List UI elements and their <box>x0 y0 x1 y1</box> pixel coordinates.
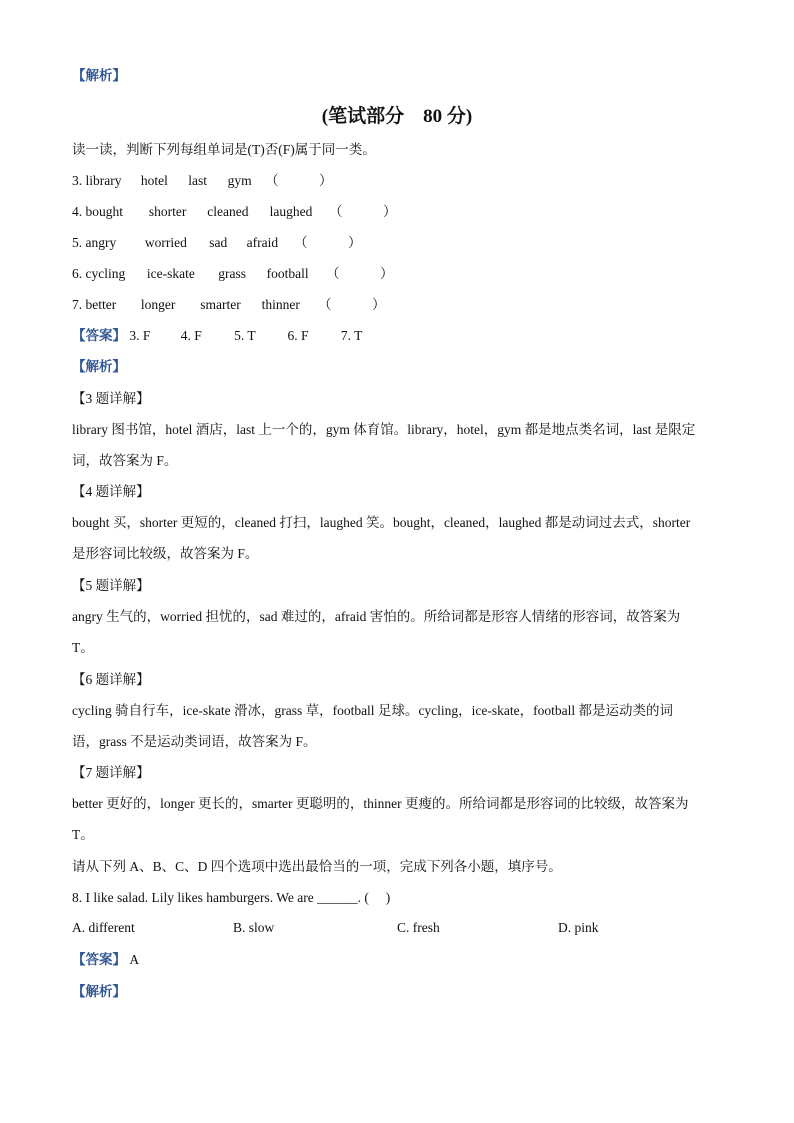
word: angry <box>85 235 117 250</box>
question-number: 3. <box>72 173 83 188</box>
word: worried <box>144 235 187 250</box>
question-8-stem: 8. I like salad. Lily likes hamburgers. We are ______. ( ) <box>72 890 391 905</box>
answer-label: 【答案】 <box>72 952 126 967</box>
word: longer <box>140 297 176 312</box>
question-number: 6. <box>72 266 83 281</box>
word: last <box>188 173 207 188</box>
word: gym <box>227 173 252 188</box>
section-title: (笔试部分 80 分) <box>321 106 473 127</box>
instruction-1: 读一读，判断下列每组单词是(T)否(F)属于同一类。 <box>72 142 376 157</box>
detail-6-heading: 【6 题详解】 <box>72 672 150 687</box>
analysis-label-top: 【解析】 <box>72 68 126 83</box>
question-5 <box>72 234 362 252</box>
detail-3-line-1: library 图书馆，hotel 酒店，last 上一个的，gym 体育馆。library，hotel，gym 都是地点类名词，last 是限定 <box>72 422 696 437</box>
q8-answer: A <box>129 952 140 967</box>
option-c: C. fresh <box>397 920 440 935</box>
answer-paren: （ ） <box>326 266 394 281</box>
word: shorter <box>148 204 187 219</box>
answer-label: 【答案】 <box>72 328 126 343</box>
answer-paren: （ ） <box>294 235 362 250</box>
answer-item: 6. F <box>287 328 309 343</box>
word: afraid <box>246 235 279 250</box>
detail-4-line-1: bought 买，shorter 更短的，cleaned 打扫，laughed 笑。bought，cleaned，laughed 都是动词过去式，shorter <box>72 515 691 530</box>
word: sad <box>209 235 228 250</box>
word: laughed <box>269 204 313 219</box>
word: thinner <box>261 297 300 312</box>
question-6 <box>72 265 394 283</box>
answer-item: 5. T <box>234 328 256 343</box>
detail-7-line-2: T。 <box>72 827 94 842</box>
detail-5-line-2: T。 <box>72 640 94 655</box>
option-d: D. pink <box>558 920 599 935</box>
word: hotel <box>140 173 168 188</box>
detail-4-line-2: 是形容词比较级，故答案为 F。 <box>72 546 259 561</box>
word: bought <box>85 204 124 219</box>
answer-paren: （ ） <box>329 204 397 219</box>
word: grass <box>218 266 246 281</box>
word: ice-skate <box>146 266 195 281</box>
answer-item: 4. F <box>180 328 202 343</box>
instruction-2: 请从下列 A、B、C、D 四个选项中选出最恰当的一项，完成下列各小题，填序号。 <box>72 859 562 874</box>
detail-6-line-1: cycling 骑自行车，ice-skate 滑冰，grass 草，football 足球。cycling，ice-skate，football 都是运动类的词 <box>72 703 674 718</box>
detail-7-line-1: better 更好的，longer 更长的，smarter 更聪明的，thinner 更瘦的。所给词都是形容词的比较级，故答案为 <box>72 796 689 811</box>
question-number: 5. <box>72 235 83 250</box>
detail-3-line-2: 词，故答案为 F。 <box>72 453 178 468</box>
word: football <box>266 266 309 281</box>
question-3 <box>72 172 333 190</box>
detail-6-line-2: 语，grass 不是运动类词语，故答案为 F。 <box>72 734 317 749</box>
question-7 <box>72 296 386 314</box>
detail-5-line-1: angry 生气的，worried 担忧的，sad 难过的，afraid 害怕的。所给词都是形容人情绪的形容词，故答案为 <box>72 609 681 624</box>
answers-row <box>72 327 362 345</box>
word: better <box>85 297 117 312</box>
question-number: 7. <box>72 297 83 312</box>
answer-item: 7. T <box>340 328 363 343</box>
question-4 <box>72 203 397 221</box>
option-b: B. slow <box>233 920 275 935</box>
option-a: A. different <box>72 920 135 935</box>
answer-item: 3. F <box>129 328 151 343</box>
q8-answer-row <box>72 951 139 969</box>
detail-5-heading: 【5 题详解】 <box>72 578 150 593</box>
answer-paren: （ ） <box>265 173 333 188</box>
answer-paren: （ ） <box>318 297 386 312</box>
word: cycling <box>85 266 126 281</box>
detail-3-heading: 【3 题详解】 <box>72 391 150 406</box>
analysis-label: 【解析】 <box>72 359 126 374</box>
detail-4-heading: 【4 题详解】 <box>72 484 150 499</box>
word: library <box>85 173 122 188</box>
analysis-label-bottom: 【解析】 <box>72 984 126 999</box>
detail-7-heading: 【7 题详解】 <box>72 765 150 780</box>
word: smarter <box>200 297 241 312</box>
word: cleaned <box>207 204 249 219</box>
question-number: 4. <box>72 204 83 219</box>
